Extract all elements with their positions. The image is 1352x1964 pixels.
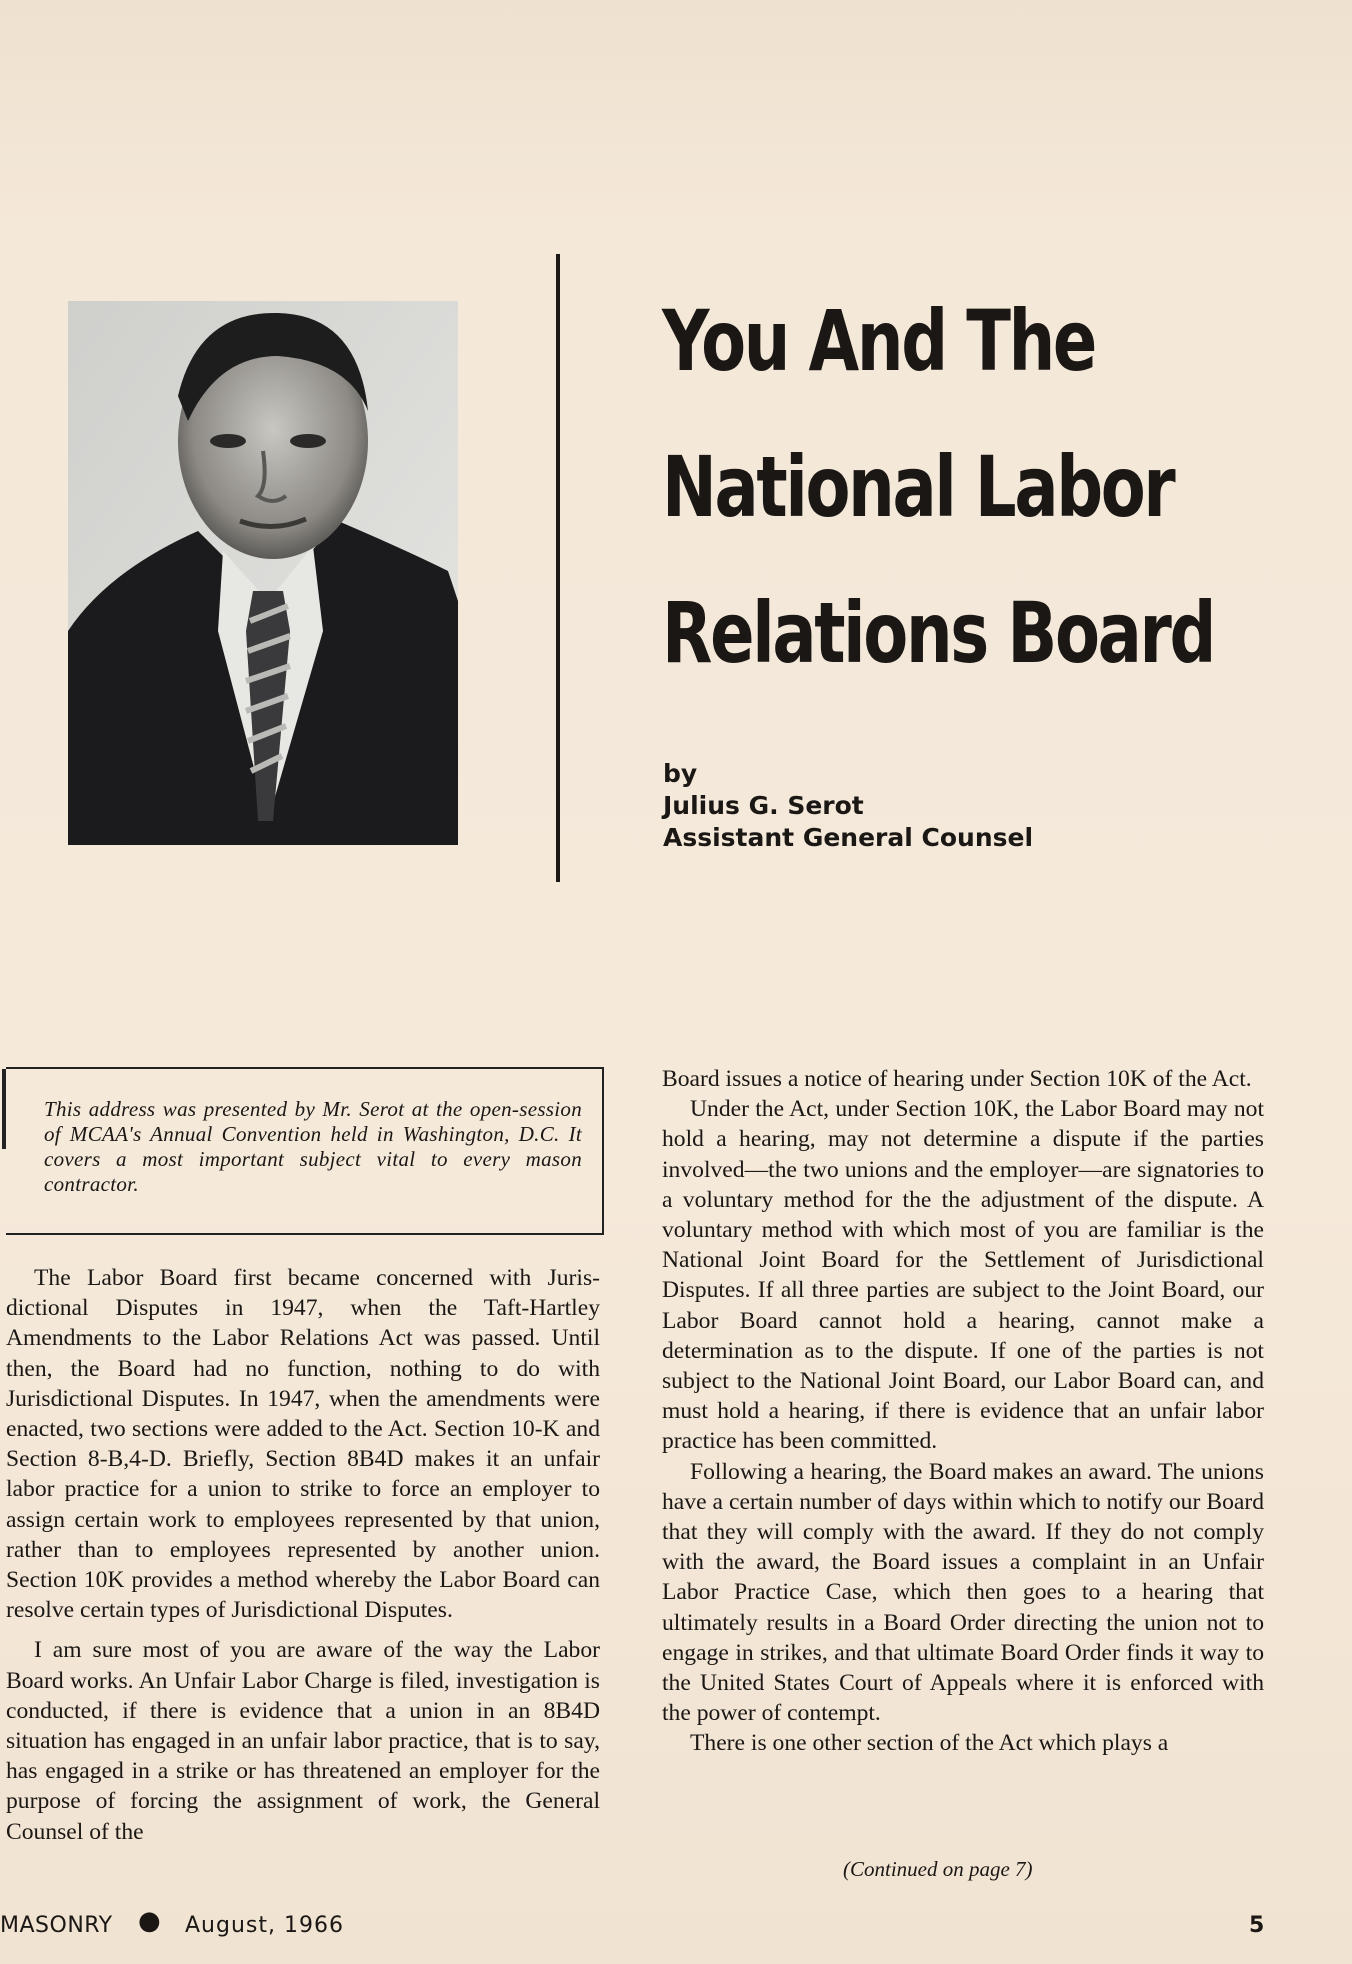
issue-date: August, 1966 — [185, 1913, 344, 1938]
continued-note: (Continued on page 7) — [843, 1857, 1033, 1881]
paragraph: The Labor Board first became concerned with Juris-dictional Disputes in 1947, when the Taft-Hartley Amendments to the Labor Relations Act was passed. Until then, the Board had no function, nothing to do with Jurisdictional Disputes. In 1947, when the amendments were enacted, two sections were added to the Act. Section 10-K and Section 8-B,4-D. Briefly, Section 8B4D makes it an unfair labor practice for a union to strike to force an employer to assign certain work to employees represented by that union, rather than to employees represented by another union. Section 10K provides a method whereby the Labor Board can resolve certain types of Jurisdictional Disputes. — [6, 1265, 600, 1624]
title-line-3: Relations Board — [662, 584, 1215, 682]
paragraph: There is one other section of the Act which plays a — [690, 1730, 1169, 1757]
author-name: Julius G. Serot — [663, 791, 864, 820]
publication-name: MASONRY — [0, 1913, 113, 1938]
editor-note-box — [6, 1067, 604, 1235]
paragraph: Following a hearing, the Board makes an award. The unions have a certain number of days within which to notify our Board that they will comply with the award. If they do not comply with the award, the Board issues a complaint in an Unfair Labor Practice Case, which then goes to a hearing that ultimately results in a Board Order directing the union not to engage in strikes, and that ultimate Board Order finds it way to the United States Court of Appeals where it is enforced with the power of contempt. — [662, 1458, 1264, 1727]
portrait-photo-icon — [68, 301, 458, 845]
page-number: 5 — [1249, 1913, 1265, 1938]
right-text-column — [662, 1064, 1264, 1759]
title-line-1: You And The — [662, 292, 1095, 390]
bullet-icon: ● — [138, 1906, 161, 1936]
byline-by: by — [663, 759, 698, 788]
author-title: Assistant General Counsel — [663, 823, 1034, 852]
author-portrait-photo — [68, 301, 458, 845]
left-text-column — [6, 1263, 600, 1847]
title-line-2: National Labor — [662, 438, 1174, 536]
byline — [663, 758, 1033, 854]
article-title — [662, 268, 1215, 706]
editor-note-text: This address was presented by Mr. Serot at the open-session of MCAA's Annual Convention held in Washington, D.C. It covers a most important subject vital to every mason contractor. — [44, 1097, 582, 1196]
paragraph: I am sure most of you are aware of the way the Labor Board works. An Unfair Labor Charge is filed, investigation is conducted, if there is evidence that a union in an 8B4D situation has engaged in an unfair labor practice, that is to say, has engaged in a strike or has threatened an employer for the purpose of forcing the assignment of work, the General Counsel of the — [6, 1637, 600, 1845]
paragraph: Under the Act, under Section 10K, the Labor Board may not hold a hearing, may not determine a dispute if the parties involved—the two unions and the employer—are signatories to a voluntary method for the the adjustment of the dispute. A voluntary method with which most of you are familiar is the National Joint Board for the Settlement of Jurisdictional Disputes. If all three parties are subject to the Joint Board, our Labor Board cannot hold a hearing, cannot make a determination as to the dispute. If one of the parties is not subject to the National Joint Board, our Labor Board can, and must hold a hearing, if there is evidence that an unfair labor practice has been committed. — [662, 1096, 1264, 1455]
title-divider-rule — [556, 254, 560, 882]
page-footer — [0, 1905, 1352, 1945]
paragraph: Board issues a notice of hearing under Section 10K of the Act. — [662, 1066, 1252, 1092]
